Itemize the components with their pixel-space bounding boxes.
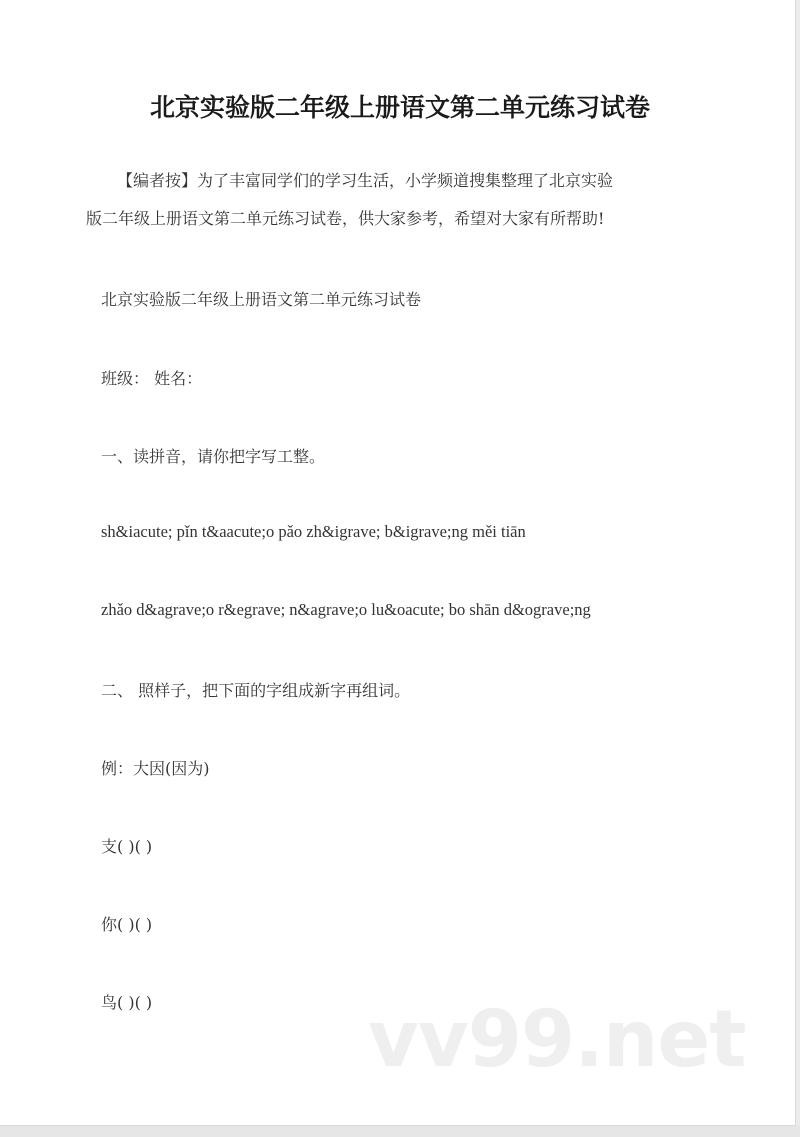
subtitle: 北京实验版二年级上册语文第二单元练习试卷 <box>101 290 422 309</box>
example-line: 例：大因(因为) <box>101 759 210 778</box>
exercise-item: 支( )( ) <box>101 837 153 856</box>
exercise-item: 你( )( ) <box>101 915 153 934</box>
document-title: 北京实验版二年级上册语文第二单元练习试卷 <box>149 93 650 122</box>
intro-line-1: 【编者按】为了丰富同学们的学习生活，小学频道搜集整理了北京实验 <box>117 171 614 190</box>
intro-line-2: 版二年级上册语文第二单元练习试卷，供大家参考，希望对大家有所帮助! <box>86 209 605 228</box>
watermark: vv99.net <box>368 995 746 1085</box>
section-1-heading: 一、读拼音，请你把字写工整。 <box>101 447 326 466</box>
pinyin-line-2: zhǎo d&agrave;o r&egrave; n&agrave;o lu&oacute; bo shān d&ograve;ng <box>101 600 591 619</box>
pinyin-line-1: sh&iacute; pǐn t&aacute;o pǎo zh&igrave; b&igrave;ng měi tiān <box>101 522 526 541</box>
exercise-item: 鸟( )( ) <box>101 993 153 1012</box>
page-bottom-edge <box>0 1126 800 1137</box>
student-info: 班级： 姓名： <box>101 369 203 388</box>
section-2-heading: 二、 照样子，把下面的字组成新字再组词。 <box>101 681 411 700</box>
